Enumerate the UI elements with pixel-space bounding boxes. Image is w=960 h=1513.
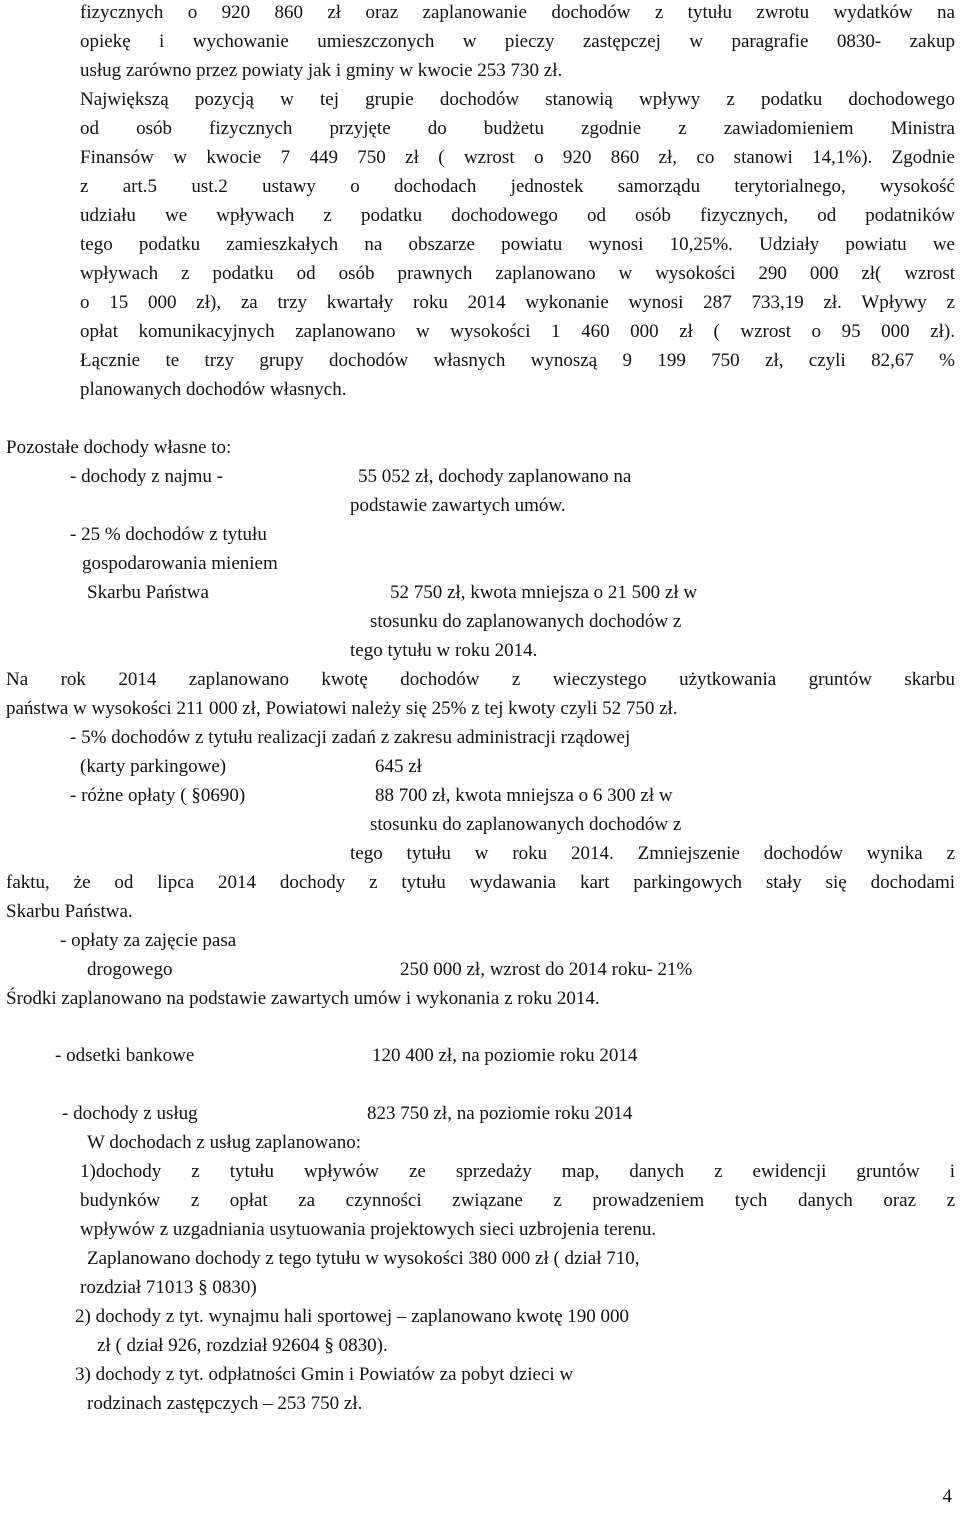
- text-line: Łącznie te trzy grupy dochodów własnych wynoszą 9 199 750 zł, czyli 82,67 %: [80, 350, 955, 371]
- text-line: 1)dochody z tytułu wpływów ze sprzedaży map, danych z ewidencji gruntów i: [80, 1161, 955, 1182]
- item-label: - opłaty za zajęcie pasa: [60, 930, 237, 951]
- text-line: Zaplanowano dochody z tego tytułu w wysokości 380 000 zł ( dział 710,: [87, 1248, 640, 1269]
- item-value: 88 700 zł, kwota mniejsza o 6 300 zł w: [375, 785, 673, 806]
- text-line: planowanych dochodów własnych.: [80, 379, 347, 400]
- text-line: 2) dochody z tyt. wynajmu hali sportowej – zaplanowano kwotę 190 000: [75, 1306, 630, 1327]
- text-line: rozdział 71013 § 0830): [80, 1277, 257, 1298]
- text-line: Na rok 2014 zaplanowano kwotę dochodów z wieczystego użytkowania gruntów skarbu: [6, 669, 955, 690]
- item-value: 55 052 zł, dochody zaplanowano na: [358, 466, 632, 487]
- text-line: tego podatku zamieszkałych na obszarze powiatu wynosi 10,25%. Udziały powiatu we: [80, 234, 955, 255]
- item-value: 645 zł: [375, 756, 422, 777]
- text-line: Finansów w kwocie 7 449 750 zł ( wzrost o 920 860 zł, co stanowi 14,1%). Zgodnie: [80, 147, 955, 168]
- item-value: stosunku do zaplanowanych dochodów z: [370, 611, 682, 632]
- text-line: Skarbu Państwa.: [6, 901, 133, 922]
- item-label: - 5% dochodów z tytułu realizacji zadań z zakresu administracji rządowej: [70, 727, 631, 748]
- text-line: W dochodach z usług zaplanowano:: [87, 1132, 362, 1153]
- item-value: stosunku do zaplanowanych dochodów z: [370, 814, 682, 835]
- page-number: 4: [942, 1486, 952, 1507]
- item-value: 823 750 zł, na poziomie roku 2014: [367, 1103, 633, 1124]
- text-line: opłat komunikacyjnych zaplanowano w wysokości 1 460 000 zł ( wzrost o 95 000 zł).: [80, 321, 955, 342]
- item-label: - dochody z usług: [62, 1103, 198, 1124]
- item-value: tego tytułu w roku 2014. Zmniejszenie dochodów wynika z: [350, 843, 955, 864]
- text-line: 3) dochody z tyt. odpłatności Gmin i Powiatów za pobyt dzieci w: [75, 1364, 574, 1385]
- text-line: usług zarówno przez powiaty jak i gminy w kwocie 253 730 zł.: [80, 60, 563, 81]
- item-label: - dochody z najmu -: [70, 466, 224, 487]
- text-line: wpływach z podatku od osób prawnych zaplanowano w wysokości 290 000 zł( wzrost: [80, 263, 955, 284]
- text-line: faktu, że od lipca 2014 dochody z tytułu wydawania kart parkingowych stały się dochodami: [6, 872, 955, 893]
- item-label: - 25 % dochodów z tytułu: [70, 524, 267, 545]
- item-value: 52 750 zł, kwota mniejsza o 21 500 zł w: [390, 582, 698, 603]
- item-value: tego tytułu w roku 2014.: [350, 640, 538, 661]
- text-line: rodzinach zastępczych – 253 750 zł.: [87, 1393, 363, 1414]
- text-line: państwa w wysokości 211 000 zł, Powiatowi należy się 25% z tej kwoty czyli 52 750 zł.: [6, 698, 678, 719]
- text-line: wpływów z uzgadniania usytuowania projektowych sieci uzbrojenia terenu.: [80, 1219, 657, 1240]
- text-line: opiekę i wychowanie umieszczonych w pieczy zastępczej w paragrafie 0830- zakup: [80, 31, 955, 52]
- text-line: od osób fizycznych przyjęte do budżetu zgodnie z zawiadomieniem Ministra: [80, 118, 955, 139]
- text-line: udziału we wpływach z podatku dochodowego od osób fizycznych, od podatników: [80, 205, 955, 226]
- text-line: o 15 000 zł), za trzy kwartały roku 2014 wykonanie wynosi 287 733,19 zł. Wpływy z: [80, 292, 955, 313]
- text-line: zł ( dział 926, rozdział 92604 § 0830).: [97, 1335, 388, 1356]
- item-label: drogowego: [87, 959, 173, 980]
- text-line: z art.5 ust.2 ustawy o dochodach jednostek samorządu terytorialnego, wysokość: [80, 176, 955, 197]
- text-line: Środki zaplanowano na podstawie zawartych umów i wykonania z roku 2014.: [6, 988, 600, 1009]
- item-label: - odsetki bankowe: [55, 1045, 195, 1066]
- item-value: 250 000 zł, wzrost do 2014 roku- 21%: [400, 959, 693, 980]
- item-label: gospodarowania mieniem: [82, 553, 278, 574]
- item-value: podstawie zawartych umów.: [350, 495, 566, 516]
- text-line: budynków z opłat za czynności związane z prowadzeniem tych danych oraz z: [80, 1190, 955, 1211]
- text-line: fizycznych o 920 860 zł oraz zaplanowanie dochodów z tytułu zwrotu wydatków na: [80, 2, 955, 23]
- text-line: Największą pozycją w tej grupie dochodów stanowią wpływy z podatku dochodowego: [80, 89, 955, 110]
- section-heading: Pozostałe dochody własne to:: [6, 437, 232, 458]
- item-label: - różne opłaty ( §0690): [70, 785, 246, 806]
- item-label: Skarbu Państwa: [87, 582, 209, 603]
- item-label: (karty parkingowe): [80, 756, 227, 777]
- item-value: 120 400 zł, na poziomie roku 2014: [372, 1045, 638, 1066]
